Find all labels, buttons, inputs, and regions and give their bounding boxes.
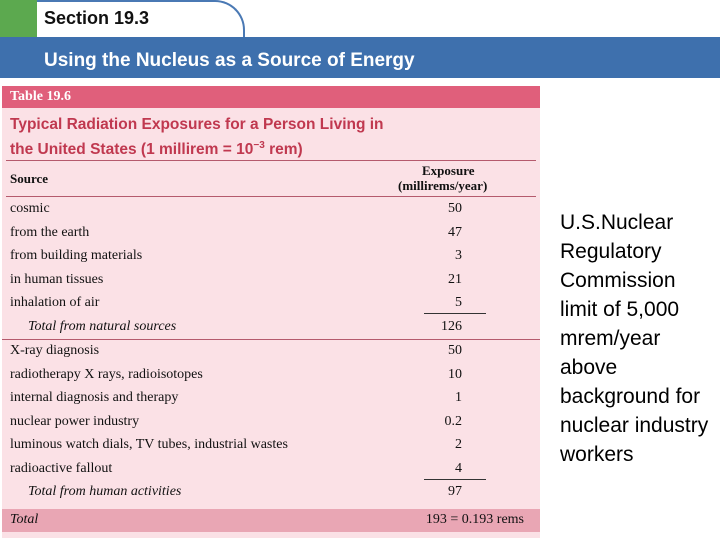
table-row: internal diagnosis and therapy 1 (10, 390, 462, 405)
table-row: radiotherapy X rays, radioisotopes 10 (10, 366, 462, 382)
header-top-rule (6, 160, 536, 161)
table-body (2, 198, 540, 532)
table-row: nuclear power industry 0.2 (10, 413, 462, 429)
table-row: inhalation of air 5 (10, 295, 462, 310)
grand-total-row: Total 193 = 0.193 rems (2, 509, 540, 533)
column-header-exposure: Exposure (422, 163, 475, 178)
page-title: Using the Nucleus as a Source of Energy (44, 50, 415, 71)
subtotal-row-natural: Total from natural sources 126 (28, 318, 462, 334)
column-header-units: (millirems/year) (398, 178, 488, 193)
table-row: cosmic 50 (10, 201, 462, 216)
table-row: from building materials 3 (10, 248, 462, 263)
table-row: X-ray diagnosis 50 (2, 339, 540, 364)
table-caption (10, 114, 450, 160)
table-row: from the earth 47 (10, 224, 462, 240)
table-label-bar (2, 86, 540, 108)
radiation-table (2, 86, 540, 538)
table-row: luminous watch dials, TV tubes, industrial wastes 2 (10, 437, 462, 452)
table-row: in human tissues 21 (10, 271, 462, 287)
table-label: Table 19.6 (10, 89, 71, 104)
section-label: Section 19.3 (44, 8, 150, 28)
header-bottom-rule (6, 196, 536, 197)
column-header-source: Source (10, 171, 49, 186)
caption-line-1: Typical Radiation Exposures for a Person Living in (10, 116, 384, 133)
caption-line-2: the United States (1 millirem = $10^{-3}$ rem) (10, 140, 303, 159)
table-row: radioactive fallout 4 (10, 460, 462, 476)
subtotal-row-human: Total from human activities 97 (28, 484, 462, 499)
regulatory-note: U.S.Nuclear Regulatory Commission limit of 5,000 mrem/year above background for nuclear industry workers (560, 211, 709, 466)
